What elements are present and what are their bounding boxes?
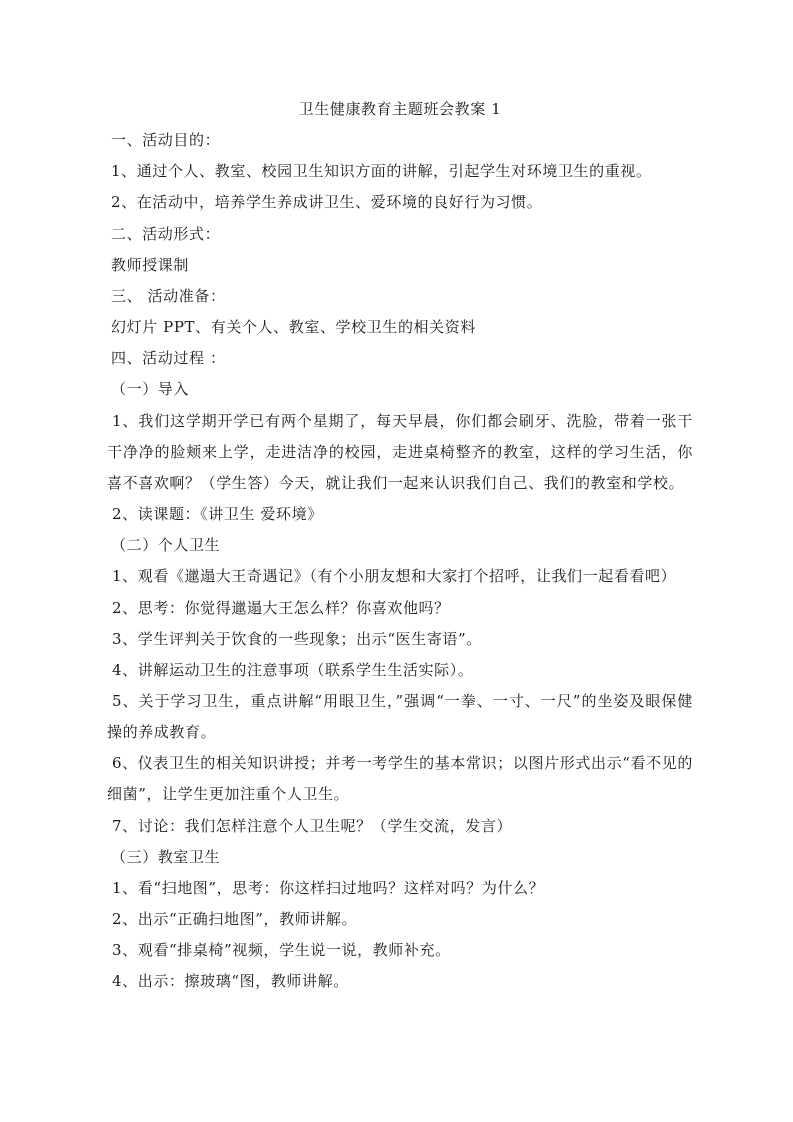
document-body (107, 94, 693, 998)
preparation-text: 幻灯片 PPT、有关个人、教室、学校卫生的相关资料 (111, 318, 476, 337)
classroom-hygiene-item-4: 4、出示：擦玻璃“图，教师讲解。 (112, 972, 349, 991)
section-heading-format: 二、活动形式： (111, 224, 221, 243)
introduction-item-1: 1、我们这学期开学已有两个星期了，每天早晨，你们都会刷牙、洗脸，带着一张干干净净的脸颊来上学，走进洁净的校园，走进桌椅整齐的教室，这样的学习生活，你喜不喜欢啊？（学生答）今天，就让我们一起来认识我们自己、我们的教室和学校。 (107, 411, 693, 492)
personal-hygiene-item-7: 7、讨论：我们怎样注意个人卫生呢？（学生交流，发言） (112, 816, 513, 835)
personal-hygiene-item-5: 5、关于学习卫生，重点讲解“用眼卫生，”强调“一拳、一寸、一尺”的坐姿及眼保健操的养成教育。 (107, 691, 693, 742)
classroom-hygiene-item-2: 2、出示“正确扫地图”，教师讲解。 (112, 910, 358, 929)
format-text: 教师授课制 (111, 255, 190, 274)
subsection-personal-hygiene: （二）个人卫生 (111, 536, 221, 555)
objective-item-2: 2、在活动中，培养学生养成讲卫生、爱环境的良好行为习惯。 (111, 193, 543, 212)
personal-hygiene-item-1: 1、观看《邋遢大王奇遇记》（有个小朋友想和大家打个招呼，让我们一起看看吧） (112, 567, 677, 586)
subsection-introduction: （一）导入 (111, 380, 190, 399)
document-title: 卫生健康教育主题班会教案 1 (298, 100, 502, 118)
section-heading-preparation: 三、 活动准备： (111, 286, 226, 305)
personal-hygiene-item-4: 4、讲解运动卫生的注意事项（联系学生生活实际）。 (112, 660, 474, 679)
personal-hygiene-item-2: 2、思考：你觉得邋遢大王怎么样？你喜欢他吗？ (112, 598, 450, 617)
classroom-hygiene-item-1: 1、看“扫地图”，思考：你这样扫过地吗？这样对吗？为什么？ (112, 878, 545, 897)
section-heading-process: 四、活动过程 ： (111, 349, 226, 368)
objective-item-1: 1、通过个人、教室、校园卫生知识方面的讲解，引起学生对环境卫生的重视。 (111, 162, 652, 181)
classroom-hygiene-item-3: 3、观看“排桌椅”视频，学生说一说，教师补充。 (112, 941, 451, 960)
introduction-item-2: 2、读课题：《讲卫生 爱环境》 (112, 505, 323, 524)
personal-hygiene-item-3: 3、学生评判关于饮食的一些现象；出示“医生寄语”。 (112, 629, 482, 648)
subsection-classroom-hygiene: （三）教室卫生 (111, 847, 221, 866)
section-heading-objectives: 一、活动目的： (111, 131, 221, 150)
personal-hygiene-item-6: 6、仪表卫生的相关知识讲授；并考一考学生的基本常识；以图片形式出示“看不见的细菌”，让学生更加注重个人卫生。 (107, 754, 693, 804)
